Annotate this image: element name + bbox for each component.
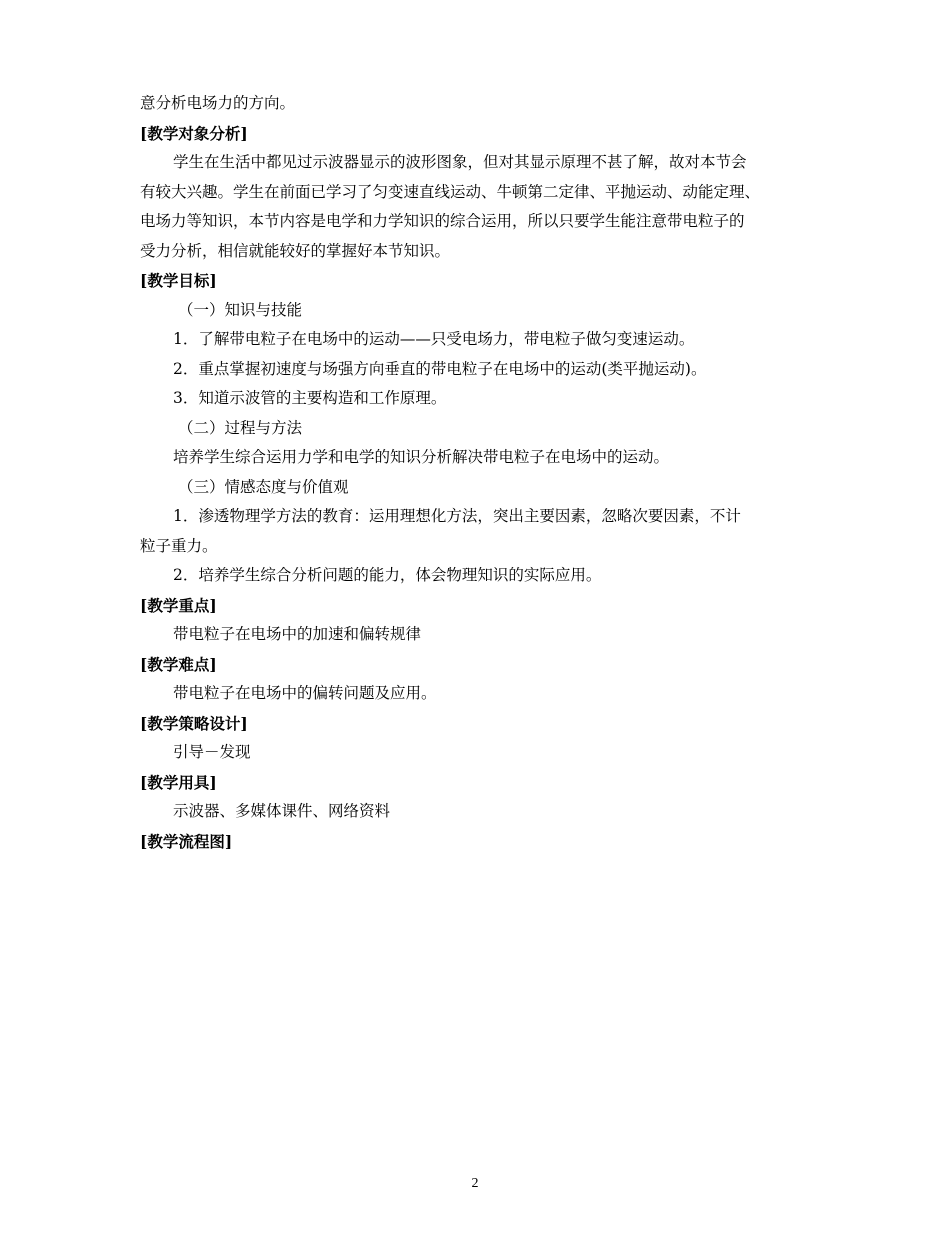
knowledge-item-1: 1．了解带电粒子在电场中的运动——只受电场力，带电粒子做匀变速运动。 bbox=[173, 330, 695, 348]
emotion-item-1-line-1: 1．渗透物理学方法的教育：运用理想化方法，突出主要因素，忽略次要因素，不计 bbox=[173, 507, 741, 525]
emotion-item-2: 2．培养学生综合分析问题的能力，体会物理知识的实际应用。 bbox=[173, 566, 602, 584]
tools-text: 示波器、多媒体课件、网络资料 bbox=[173, 802, 391, 820]
strategy-text: 引导－发现 bbox=[173, 743, 251, 761]
emotion-values-title: （三）情感态度与价值观 bbox=[178, 477, 349, 496]
flowchart-heading: [教学流程图] bbox=[140, 831, 233, 851]
intro-tail-text: 意分析电场力的方向。 bbox=[140, 94, 296, 112]
page-body bbox=[140, 89, 810, 856]
goals-heading: [教学目标] bbox=[140, 271, 217, 290]
object-analysis-heading: [教学对象分析] bbox=[140, 123, 248, 143]
object-analysis-line-1: 学生在生活中都见过示波器显示的波形图象，但对其显示原理不甚了解，故对本节会 bbox=[173, 153, 747, 171]
tools-heading: [教学用具] bbox=[140, 772, 217, 792]
knowledge-item-2: 2．重点掌握初速度与场强方向垂直的带电粒子在电场中的运动(类平抛运动)。 bbox=[173, 359, 707, 378]
key-points-text: 带电粒子在电场中的加速和偏转规律 bbox=[173, 625, 422, 643]
process-method-title: （二）过程与方法 bbox=[178, 418, 303, 437]
emotion-item-1-line-2: 粒子重力。 bbox=[140, 536, 218, 555]
difficulties-text: 带电粒子在电场中的偏转问题及应用。 bbox=[173, 684, 437, 702]
strategy-heading: [教学策略设计] bbox=[140, 713, 248, 733]
process-method-text: 培养学生综合运用力学和电学的知识分析解决带电粒子在电场中的运动。 bbox=[173, 448, 670, 466]
object-analysis-line-4: 受力分析，相信就能较好的掌握好本节知识。 bbox=[140, 241, 451, 260]
knowledge-item-3: 3．知道示波管的主要构造和工作原理。 bbox=[173, 389, 447, 407]
object-analysis-line-3: 电场力等知识，本节内容是电学和力学知识的综合运用，所以只要学生能注意带电粒子的 bbox=[140, 212, 745, 230]
difficulties-heading: [教学难点] bbox=[140, 654, 217, 674]
object-analysis-line-2: 有较大兴趣。学生在前面已学习了匀变速直线运动、牛顿第二定律、平抛运动、动能定理、 bbox=[140, 182, 761, 201]
key-points-heading: [教学重点] bbox=[140, 595, 217, 615]
page-number: 2 bbox=[471, 1176, 479, 1191]
knowledge-skills-title: （一）知识与技能 bbox=[178, 300, 303, 319]
